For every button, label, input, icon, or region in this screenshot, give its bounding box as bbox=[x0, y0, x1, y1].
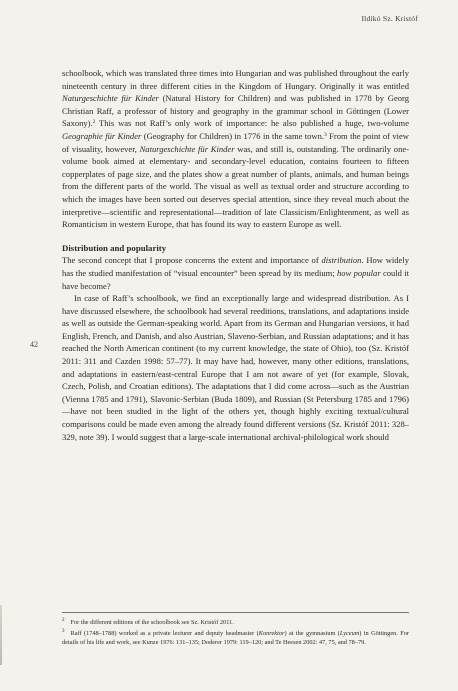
footnote-number: 2 bbox=[62, 618, 65, 623]
text-run: The second concept that I propose concerns the extent and importance of bbox=[62, 255, 322, 266]
footnote-text: For the different editions of the schoolbook see Sz. Kristóf 2011. bbox=[70, 619, 234, 626]
footnote-text: ) in Göttingen. For details of his life and work, see Kunze 1976: 131–135; Doderer 1979: 119–120; and Te Heesen 2002: 47, 75, and 78–79. bbox=[62, 630, 409, 647]
text-run: schoolbook, which was translated three times into Hungarian and was published throughout the early nineteenth century in three different cities in the Kingdom of Hungary. Originally it was entitled bbox=[62, 68, 409, 91]
text-run: This was not Raff’s only work of importance: he also published a huge, two-volume bbox=[95, 118, 409, 129]
footnote-number: 3 bbox=[62, 629, 65, 635]
emphasis: distribution bbox=[321, 255, 362, 266]
body-text bbox=[62, 67, 409, 443]
page-edge-shadow bbox=[0, 605, 2, 665]
footnote-text: ) at the gymnasium ( bbox=[284, 630, 340, 638]
section-heading: Distribution and popularity bbox=[62, 242, 167, 253]
footnote-ref: 3 bbox=[324, 131, 327, 138]
text-run: (Natural History for Children) and was published in 1778 by Georg Christian Raff, a professor of history and geography in the grammar school in Göttingen (Lower Saxony). bbox=[62, 93, 409, 129]
emphasis: Konrektor bbox=[258, 630, 285, 638]
text-run: From the point of view of visuality, however, bbox=[62, 130, 409, 154]
footnote bbox=[62, 618, 409, 627]
footnote-text: Raff (1748–1788) worked as a private lecturer and deputy headmaster ( bbox=[70, 630, 259, 638]
book-title: Naturgeschichte für Kinder bbox=[62, 93, 159, 104]
book-title: Geographie für Kinder bbox=[62, 130, 142, 141]
paragraph: In case of Raff’s schoolbook, we find an exceptionally large and widespread distribution. As I have discussed elsewhere, the schoolbook had several reeditions, translations, and adaptations inside as well as outside the German-speaking world. Apart from its German and Hungarian versions, it had English, French, and Danish, and also Austrian, Slaveno-Serbian, and Russian adaptations; and it has reached the North American continent (to my current knowledge, the state of Ohio), too (Sz. Kristóf 2011: 311 and Cazden 1998: 57–77). It may have had, however, many other editions, translations, and adaptations in eastern/east-central Europe that I am not aware of yet (for example, Slovak, Czech, Polish, and Croatian editions). The adaptations that I did come across—such as the Austrian (Vienna 1785 and 1791), Slavonic-Serbian (Buda 1809), and Russian (St Petersburg 1785 and 1796)—have not been studied in the light of the others yet, though highly exciting textual/cultural comparisons could be made even among the already found different versions (Sz. Kristóf 2011: 328–329, note 39). I would suggest that a large-scale international archival-philological work should bbox=[62, 293, 409, 442]
text-run: could it have become? bbox=[62, 267, 409, 291]
emphasis: how popular bbox=[337, 267, 381, 278]
text-run: was, and still is, outstanding. The ordinarily one-volume book aimed at elementary- and secondary-level education, contains fourteen to fifteen copperplates of page size, and the plates show a great number of plants, animals, and human beings from the different parts of the world. The visual as well as textual order and structure according to which the images have been sorted out deserves special attention, since they reveal much about the interpretive—scientific and representational—tradition of late Classicism/Enlightenment, as well as Romanticism in western Europe, that has found its way to eastern Europe as well. bbox=[62, 143, 409, 230]
footnote bbox=[62, 629, 409, 647]
text-run: . How widely has the studied manifestation of “visual encounter” been spread by its medium; bbox=[62, 255, 409, 278]
paragraph bbox=[62, 254, 409, 292]
running-head: Ildikó Sz. Kristóf bbox=[361, 14, 418, 23]
paragraph bbox=[62, 67, 409, 231]
page-number: 42 bbox=[30, 340, 38, 349]
emphasis: Lyceum bbox=[339, 630, 360, 638]
footnotes bbox=[62, 612, 409, 650]
book-title: Naturgeschichte für Kinder bbox=[139, 143, 235, 154]
footnote-ref: 2 bbox=[92, 119, 96, 126]
text-run: (Geography for Children) in 1776 in the same town. bbox=[141, 130, 325, 141]
